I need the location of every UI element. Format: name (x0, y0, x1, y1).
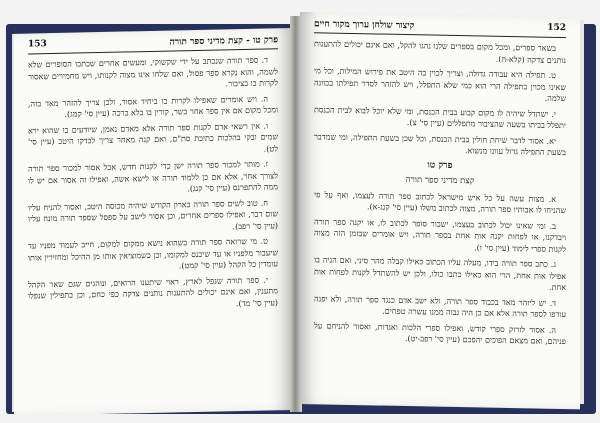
paragraph: בשאר ספרים, ומכל מקום בספרים שלנו נהגו להקל, ואם אינם יכולים להתענות נותנים צדקה (קלא-ח). (314, 39, 566, 65)
right-page-header (314, 18, 566, 38)
left-page-body (28, 54, 278, 405)
paragraph: ו. אין רשאי אדם לקנות ספר תורה אלא מאדם נאמן, שיודעים בו שהוא ירא שמים ובקי בהלכות כתיבת סת"ם, ואם קנה מאחר צריך לבדקו היטב (עיין סי' לט). (28, 121, 278, 154)
paragraph: א. מצות עשה על כל איש מישראל לכתוב ספר תורה לעצמו, ואף על פי שהניחו לו אבותיו ספר תורה, מצוה לכתוב משלו (עיין סי' קנג-א). (314, 189, 566, 216)
left-page (14, 28, 292, 416)
paragraph: יא. אסור לדבר שיחת חולין בבית הכנסת, וכל שכן בשעת התפילה, ומי שמדבר בשעת התפילה גדול עוונו מנשוא. (314, 131, 566, 158)
paragraph: ט. תפילה היא עבודה גדולה, וצריך לכוין בה היטב את פירוש המילות, וכל מי שאינו מכוין בתפילה הרי הוא כמי שלא התפלל, ויש להזהר לסדר תפילתו בכוונה שלמה. (314, 66, 566, 104)
paragraph: ה. ויש אומרים שאפילו לקרות בו ביחיד אסור, ולכן צריך להזהר מאד בזה, ומכל מקום אם אין ספר אחר כשר, קורין בו בלא ברכה (עיין סי' קמג). (28, 94, 278, 119)
paragraph: ג. כתב ספר תורה בידו, מעלה עליו הכתוב כאילו קבלה מהר סיני, ואם הגיה בו אפילו אות אחת, הרי הוא כאילו כתבו כולו, ולכן יש להשתדל לקנות לפחות אות אחת. (314, 255, 566, 293)
paragraph: ד. יש ליזהר מאד בכבוד ספר תורה, ולא ישב אדם כנגד ספר תורה, ולא יפנה עורפו לספר תורה אלא אם כן היה גבוה ממנו עשרה טפחים. (314, 293, 566, 320)
left-page-running-title: פרק טו - קצת מדיני ספר תורה (169, 35, 278, 48)
right-page-number: 152 (547, 22, 566, 34)
paragraph: ט. מי שרואה ספר תורה כשהוא נישא ממקום למקום, חייב לעמוד מפניו עד שיעבור מלפניו או עד שיכנס למקומו, וכן כשמוציאין אותו מן ההיכל ומחזירין אותו עומדין כל הקהל (עיין סי' קמט). (28, 236, 278, 271)
chapter-title: פרק טו (427, 159, 453, 171)
paragraph: ה. אסור לזרוק ספרי קודש, ואפילו ספרי הלכות ואגדות, ואסור להניחם על פניהם, ואם מצאם הפוכים יהפכם (עיין סי' רפב-יט). (314, 320, 566, 347)
chapter-subtitle: קצת מדיני ספר תורה (405, 175, 475, 187)
right-page-running-title: קיצור שולחן ערוך מקור חיים (314, 19, 415, 32)
paragraph: י. ישתדל שיהיה לו מקום קבוע בבית הכנסת, ומי שלא יוכל לבוא לבית הכנסת יתפלל בביתו בשעה שהציבור מתפללים (עיין סי' צ). (314, 104, 566, 131)
right-page-body (314, 38, 566, 399)
left-page-number: 153 (28, 39, 47, 50)
paragraph: ז. מותר למכור ספר תורה ישן כדי לקנות חדש, אבל אסור למכור ספר תורה לצורך אחר, אלא אם כן ללמוד תורה או לישא אשה, ואפילו זה אסור אם יש לו ממה להתפרנס (עיין סי' קנג). (28, 159, 278, 194)
paragraph: ח. טוב לשים ספר תורה בארון הקודש שיהיה מכוסה היטב, ואסור להניח עליו שום דבר, ואפילו ספרים אחרים, וכן אסור לישב על ספסל שספר תורה מונח עליו (עיין סי' רפב). (28, 198, 278, 231)
paragraph: ד. ספר תורה שנכתב על ידי שקשוקי, ומעשים אחרים שכתבו הסופרים שלא לשמה, והוא נקרא ספר פסול, ואם שלחו אינו מצוה לקנותו, ויש מחמירים שאסור לקרות בו בציבור. (28, 55, 278, 89)
paragraph: י. ספר תורה שנפל לארץ, ראוי שיתענו הרואים, ונוהגים שגם שאר הקהל מתענין, ואם אינם יכולים להתענות נותנים צדקה כפי כחם, וכן בתפילין שנפלו (עיין סי' מד). (28, 275, 278, 308)
right-page (300, 12, 580, 409)
left-page-header (28, 34, 278, 54)
paragraph: ב. ומי שאינו יכול לכתוב בעצמו, ישכור סופר לכתוב לו, או יקנה ספר תורה ויבדקנו, או לפחות יקנה אות אחת בספר תורה, ויש אומרים שבזמן הזה מצוה לקנות ספרי לימוד (עיין סי' ו). (314, 216, 566, 254)
